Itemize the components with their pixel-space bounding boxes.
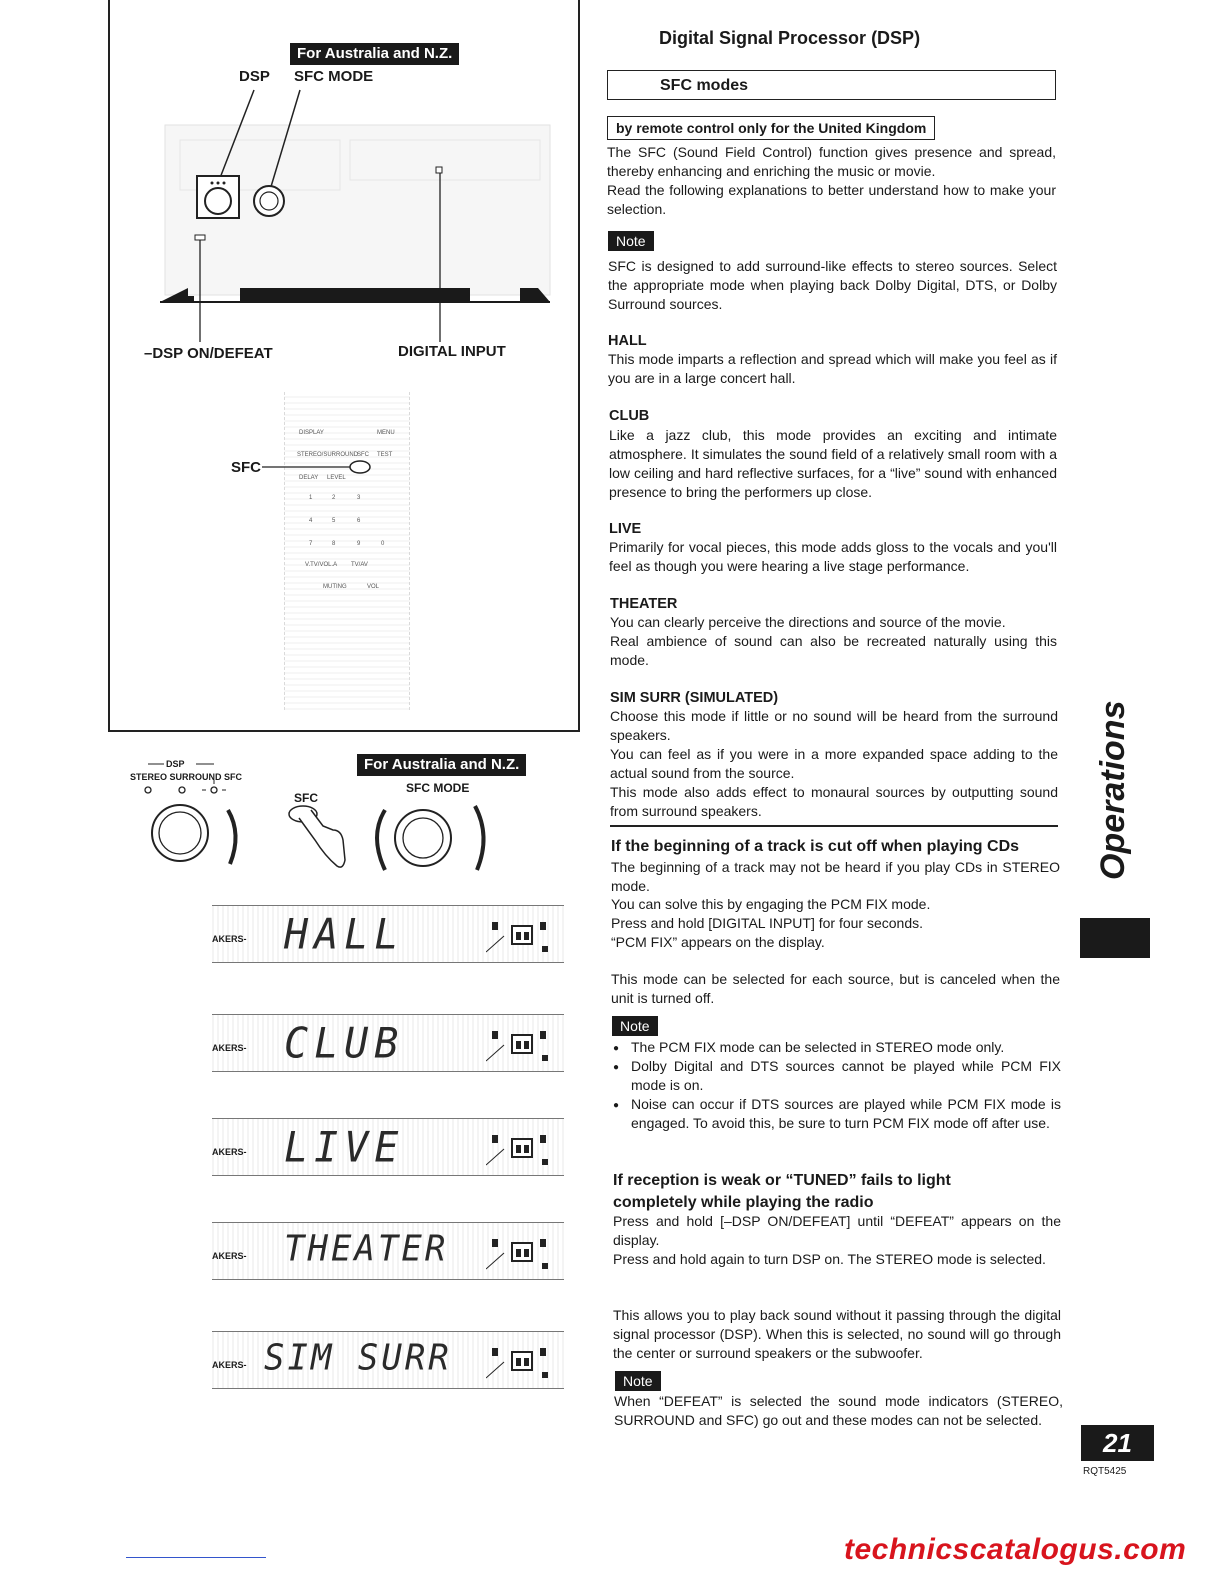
remote-btn-5: 5 — [332, 518, 336, 524]
sim-surr-text-3: This mode also adds effect to monaural sources by outputting sound from surround speakers. — [610, 784, 1058, 819]
lcd-display-hall — [212, 905, 564, 963]
remote-btn-stereo-surround: STEREO/SURROUND — [297, 452, 359, 458]
live-text: Primarily for vocal pieces, this mode adds gloss to the vocals and you'll feel as though you were hearing a live stage performance. — [609, 539, 1057, 574]
speaker-indicator-icon — [486, 1338, 558, 1384]
cd-heading: If the beginning of a track is cut off when playing CDs — [611, 838, 1020, 855]
label-dsp: DSP — [239, 68, 270, 85]
lcd-text: THEATER — [284, 1228, 449, 1270]
cd-text-2: You can solve this by engaging the PCM FIX mode. — [611, 896, 931, 912]
speaker-indicator-icon — [486, 1021, 558, 1067]
club-heading: CLUB — [609, 408, 650, 424]
region-tag-2: For Australia and N.Z. — [357, 754, 526, 776]
label-sfc-2: SFC — [294, 791, 318, 805]
side-tab-marker — [1080, 918, 1150, 958]
pcm-fix-notes — [611, 1038, 1061, 1133]
hall-heading: HALL — [608, 333, 647, 349]
live-heading: LIVE — [609, 521, 642, 537]
remote-btn-vol: VOL — [367, 584, 380, 590]
radio-text-3: This allows you to play back sound without it passing through the digital signal processor (DSP). When this is selected, no sound will go through the center or surround speakers or the subwoofer. — [613, 1307, 1061, 1361]
label-sfc-mode: SFC MODE — [294, 68, 374, 85]
lcd-display-live — [212, 1118, 564, 1176]
remote-btn-9: 9 — [357, 541, 361, 547]
label-dsp-on-defeat: –DSP ON/DEFEAT — [144, 345, 273, 362]
theater-text-2: Real ambience of sound can also be recreated naturally using this mode. — [610, 633, 1057, 668]
model-code: RQT5425 — [1083, 1466, 1127, 1477]
section-header-box — [607, 70, 1056, 100]
section-divider — [610, 825, 1058, 827]
remote-btn-display: DISPLAY — [299, 430, 324, 436]
cd-text-4: “PCM FIX” appears on the display. — [611, 934, 825, 950]
remote-btn-level: LEVEL — [327, 475, 346, 481]
speaker-indicator-icon — [486, 1125, 558, 1171]
cd-text-3: Press and hold [DIGITAL INPUT] for four seconds. — [611, 915, 924, 931]
region-note: by remote control only for the United Kingdom — [607, 116, 935, 140]
lcd-prefix: AKERS- — [212, 1251, 247, 1261]
remote-btn-8: 8 — [332, 541, 336, 547]
lcd-prefix: AKERS- — [212, 1360, 247, 1370]
lcd-display-sim-surr — [212, 1331, 564, 1389]
theater-heading: THEATER — [610, 596, 678, 612]
sim-surr-text-1: Choose this mode if little or no sound will be heard from the surround speakers. — [610, 708, 1058, 743]
remote-btn-sfc: SFC — [357, 452, 369, 458]
remote-btn-menu: MENU — [377, 430, 395, 436]
region-tag: For Australia and N.Z. — [290, 43, 459, 65]
radio-heading-1: If reception is weak or “TUNED” fails to light — [613, 1172, 951, 1189]
lcd-display-theater — [212, 1222, 564, 1280]
list-item: ● Noise can occur if DTS sources are played while PCM FIX mode is engaged. To avoid this, be sure to turn PCM FIX mode off after use. — [631, 1095, 1061, 1133]
label-digital-input: DIGITAL INPUT — [398, 343, 506, 360]
side-tab — [1078, 700, 1150, 900]
sim-surr-text-2: You can feel as if you were in a more expanded space adding to the actual sound from the source. — [610, 746, 1058, 781]
note-label-2: Note — [612, 1016, 658, 1036]
intro-paragraph-2: Read the following explanations to better understand how to make your selection. — [607, 182, 1056, 217]
remote-btn-muting: MUTING — [323, 584, 347, 590]
remote-btn-2: 2 — [332, 495, 336, 501]
remote-btn-tvav: TV/AV — [351, 562, 368, 568]
note-text: SFC is designed to add surround-like effects to stereo sources. Select the appropriate mode when playing back Dolby Digital, DTS, or Dolby Surround sources. — [608, 258, 1057, 312]
remote-btn-6: 6 — [357, 518, 361, 524]
remote-btn-test: TEST — [377, 452, 393, 458]
indicator-row: STEREO SURROUND SFC — [130, 772, 243, 782]
lcd-text: SIM SURR — [264, 1337, 452, 1379]
theater-text-1: You can clearly perceive the directions and source of the movie. — [610, 614, 1006, 630]
section-title: SFC modes — [660, 77, 749, 94]
cd-text-1: The beginning of a track may not be heard if you play CDs in STEREO mode. — [611, 859, 1060, 894]
front-panel-illustration — [150, 80, 570, 360]
dsp-knob-illustration — [130, 758, 250, 868]
list-item: ● Dolby Digital and DTS sources cannot be played while PCM FIX mode is on. — [631, 1057, 1061, 1095]
note-label-3: Note — [615, 1371, 661, 1391]
sfc-pointer — [262, 455, 382, 479]
indicator-dsp: DSP — [166, 759, 185, 769]
lcd-prefix: AKERS- — [212, 1147, 247, 1157]
radio-text-1: Press and hold [–DSP ON/DEFEAT] until “DEFEAT” appears on the display. — [613, 1213, 1061, 1248]
remote-btn-4: 4 — [309, 518, 313, 524]
intro-paragraph-1: The SFC (Sound Field Control) function gives presence and spread, thereby enhancing and enriching the music or movie. — [607, 144, 1056, 179]
lcd-prefix: AKERS- — [212, 934, 247, 944]
lcd-text: HALL — [284, 910, 405, 960]
lcd-text: CLUB — [284, 1019, 405, 1069]
page-number: 21 — [1081, 1425, 1154, 1461]
remote-control — [284, 392, 410, 710]
speaker-indicator-icon — [486, 1229, 558, 1275]
remote-btn-delay: DELAY — [299, 475, 319, 481]
lcd-prefix: AKERS- — [212, 1043, 247, 1053]
label-sfc-mode-2: SFC MODE — [406, 781, 470, 795]
sim-surr-heading: SIM SURR (SIMULATED) — [610, 690, 779, 706]
radio-heading-2: completely while playing the radio — [613, 1194, 874, 1211]
lcd-display-club — [212, 1014, 564, 1072]
page-title: Digital Signal Processor (DSP) — [659, 28, 921, 48]
cd-text-5: This mode can be selected for each source, but is canceled when the unit is turned off. — [611, 971, 1060, 1006]
remote-btn-0: 0 — [381, 541, 385, 547]
list-item: ● The PCM FIX mode can be selected in STEREO mode only. — [631, 1038, 1061, 1057]
watermark: technicscatalogus.com — [844, 1533, 1187, 1566]
side-tab-label: Operations — [1094, 700, 1132, 880]
remote-btn-1: 1 — [309, 495, 313, 501]
hand-and-knob-illustration — [285, 800, 505, 880]
lcd-text: LIVE — [284, 1123, 405, 1173]
remote-btn-vtv-vola: V.TV/VOL.A — [305, 562, 338, 568]
note-text-3: When “DEFEAT” is selected the sound mode indicators (STEREO, SURROUND and SFC) go out and these modes can not be selected. — [614, 1393, 1063, 1428]
radio-text-2: Press and hold again to turn DSP on. The STEREO mode is selected. — [613, 1251, 1046, 1267]
remote-btn-7: 7 — [309, 541, 313, 547]
note-label: Note — [608, 231, 654, 251]
club-text: Like a jazz club, this mode provides an exciting and intimate atmosphere. It simulates the sound field of a relatively small room with a low ceiling and hard reflective surfaces, for a “live” sound with enhanced presence to bring the performers up close. — [609, 427, 1057, 500]
footer-rule — [126, 1557, 266, 1558]
label-sfc-remote: SFC — [231, 459, 261, 476]
remote-btn-3: 3 — [357, 495, 361, 501]
hall-text: This mode imparts a reflection and spread which will make you feel as if you are in a large concert hall. — [608, 351, 1057, 386]
speaker-indicator-icon — [486, 912, 558, 958]
